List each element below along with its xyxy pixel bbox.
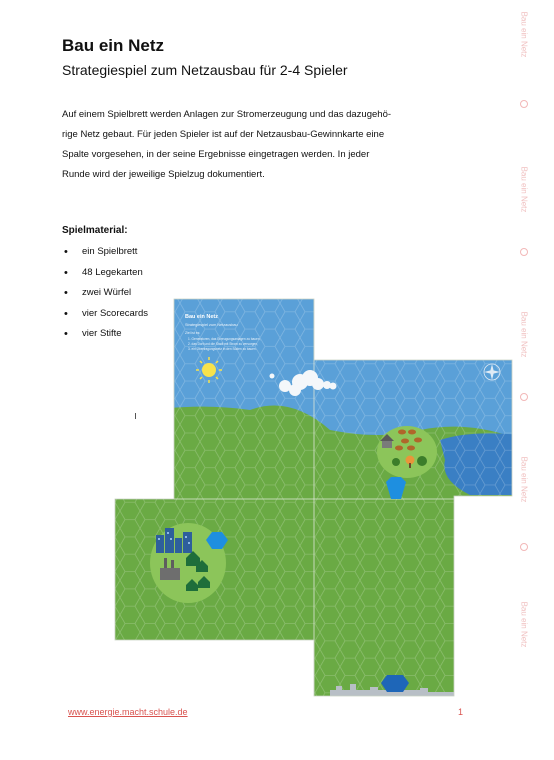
material-item: • zwei Würfel (62, 283, 148, 304)
board-goal-item: 2. das Dorf und die Stadt mit Strom zu versorgen, (188, 342, 258, 346)
watermark-text: Bau ein Netz (519, 311, 529, 358)
intro-line: Auf einem Spielbrett werden Anlagen zur Stromerzeugung und das dazugehö- (62, 109, 392, 120)
watermark-text: Bau ein Netz (519, 166, 529, 213)
intro-line: Runde wird der jeweilige Spielzug dokumentiert. (62, 169, 265, 180)
material-item: • 48 Legekarten (62, 263, 148, 284)
material-heading: Spielmaterial: (62, 225, 128, 236)
document-title: Bau ein Netz (62, 36, 165, 55)
board-goal-heading: Ziel ist es: (185, 331, 201, 335)
village-area (377, 426, 437, 478)
watermark-text: Bau ein Netz (519, 11, 529, 58)
board-goal-item: 1. Generatoren, das Erzeugungsanlagen zu bauen, (188, 337, 261, 341)
page-number: 1 (458, 707, 464, 717)
board-goal-item: 3. ein Übertragungsnetz in den Süden zu bauen. (188, 347, 257, 351)
material-item: • ein Spielbrett (62, 242, 148, 263)
footer-link[interactable]: www.energie.macht.schule.de (68, 707, 188, 717)
watermark-text: Bau ein Netz (519, 456, 529, 503)
board-subtitle: Strategiespiel zum Netzausbau (185, 323, 238, 327)
material-item: • vier Stifte (62, 324, 148, 345)
material-item: • vier Scorecards (62, 304, 148, 325)
intro-line: rige Netz gebaut. Für jeden Spieler ist auf der Netzausbau-Gewinnkarte eine (62, 129, 385, 140)
watermark-text: Bau ein Netz (519, 601, 529, 648)
intro-line: Spalte vorgesehen, in der seine Ergebnisse eingetragen werden. In jeder (62, 149, 370, 160)
board-title: Bau ein Netz (185, 314, 219, 320)
hex-grid (100, 290, 520, 710)
document-subtitle: Strategiespiel zum Netzausbau für 2-4 Spieler (62, 62, 348, 78)
compass-icon (484, 364, 500, 380)
